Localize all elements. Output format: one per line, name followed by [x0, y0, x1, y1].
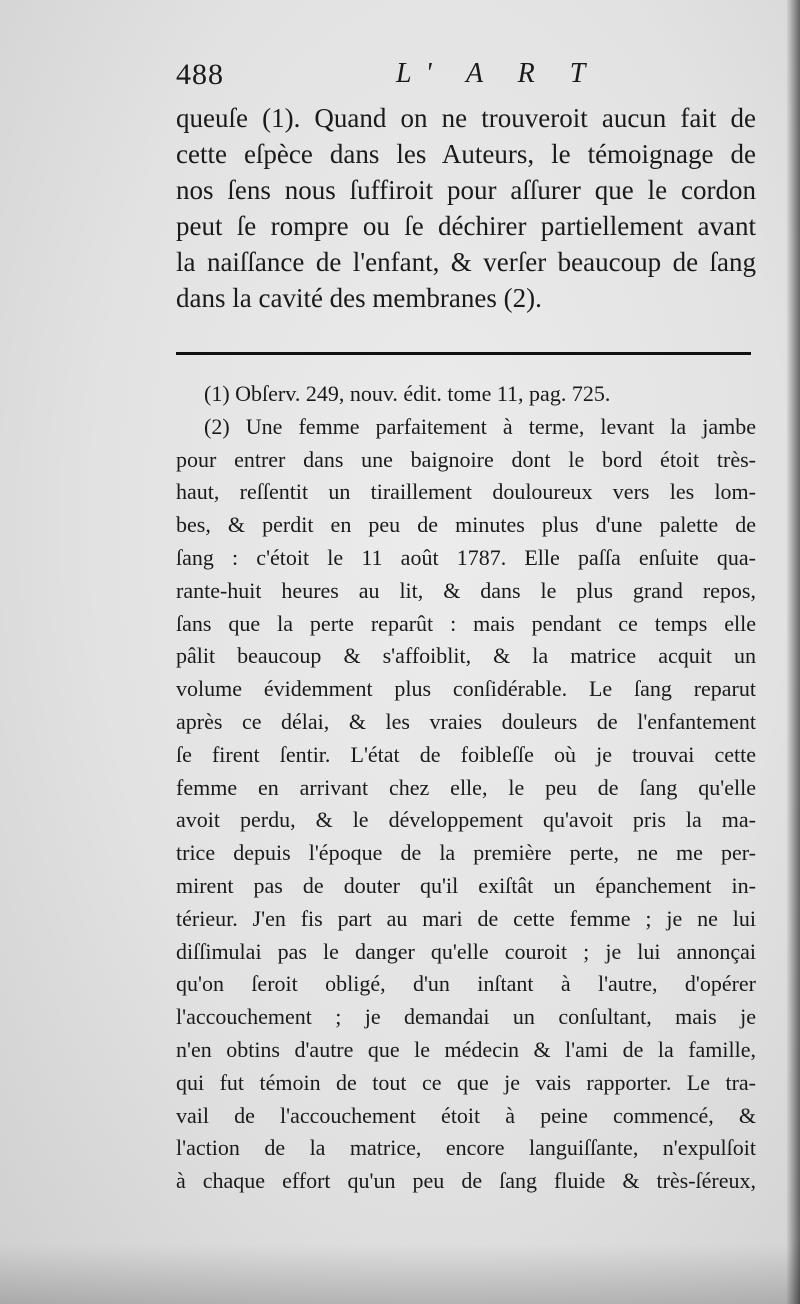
running-head: L' A R T: [396, 58, 600, 89]
page-number: 488: [176, 58, 224, 91]
footnote-block: [176, 378, 756, 1198]
footnote-line: femme en arrivant chez elle, le peu de ſang qu'elle: [176, 774, 756, 800]
footnote-line: l'accouchement ; je demandai un conſultant, mais je: [176, 1004, 756, 1030]
footnote-line: à chaque effort qu'un peu de ſang fluide & très-ſéreux,: [176, 1168, 756, 1194]
footnote-line: bes, & perdit en peu de minutes plus d'une palette de: [176, 512, 756, 538]
page-edge-shadow: [786, 0, 800, 1304]
main-text-line: la naiſſance de l'enfant, & verſer beaucoup de ſang: [176, 247, 756, 277]
main-text-line: cette eſpèce dans les Auteurs, le témoignage de: [176, 139, 756, 169]
footnote-line: térieur. J'en fis part au mari de cette femme ; je ne lui: [176, 905, 756, 931]
main-text-line: queuſe (1). Quand on ne trouveroit aucun fait de: [176, 103, 756, 133]
footnote-line: diſſimulai pas le danger qu'elle couroit ; je lui annonçai: [176, 938, 756, 964]
footnote-line: (1) Obſerv. 249, nouv. édit. tome 11, pag. 725.: [204, 381, 611, 406]
main-text-block: [176, 100, 756, 316]
main-text-line: nos ſens nous ſuffiroit pour aſſurer que le cordon: [176, 175, 756, 205]
main-text-line: peut ſe rompre ou ſe déchirer partiellement avant: [176, 211, 756, 241]
page-bottom-shade: [0, 1244, 800, 1304]
footnote-line: volume évidemment plus conſidérable. Le ſang reparut: [176, 676, 756, 702]
footnote-line: après ce délai, & les vraies douleurs de l'enfantement: [176, 708, 756, 734]
footnote-divider: [176, 352, 751, 355]
footnote-line: mirent pas de douter qu'il exiſtât un épanchement in-: [176, 872, 756, 898]
footnote-line: qu'on ſeroit obligé, d'un inſtant à l'autre, d'opérer: [176, 971, 756, 997]
footnote-line: rante-huit heures au lit, & dans le plus grand repos,: [176, 577, 756, 603]
footnote-line: avoit perdu, & le développement qu'avoit pris la ma-: [176, 807, 756, 833]
footnote-line: (2) Une femme parfaitement à terme, levant la jambe: [204, 413, 756, 439]
main-text-line: dans la cavité des membranes (2).: [176, 283, 542, 313]
footnote-line: trice depuis l'époque de la première perte, ne me per-: [176, 840, 756, 866]
footnote-line: ſang : c'étoit le 11 août 1787. Elle paſſa enſuite qua-: [176, 544, 756, 570]
footnote-line: pour entrer dans une baignoire dont le bord étoit très-: [176, 446, 756, 472]
footnote-line: vail de l'accouchement étoit à peine commencé, &: [176, 1102, 756, 1128]
footnote-line: haut, reſſentit un tiraillement douloureux vers les lom-: [176, 479, 756, 505]
footnote-line: pâlit beaucoup & s'affoiblit, & la matrice acquit un: [176, 643, 756, 669]
footnote-line: ſe firent ſentir. L'état de foibleſſe où je trouvai cette: [176, 741, 756, 767]
footnote-line: l'action de la matrice, encore languiſſante, n'expulſoit: [176, 1135, 756, 1161]
footnote-line: n'en obtins d'autre que le médecin & l'ami de la famille,: [176, 1036, 756, 1062]
footnote-line: qui fut témoin de tout ce que je vais rapporter. Le tra-: [176, 1069, 756, 1095]
footnote-line: ſans que la perte reparût : mais pendant ce temps elle: [176, 610, 756, 636]
page-header: [176, 58, 766, 98]
